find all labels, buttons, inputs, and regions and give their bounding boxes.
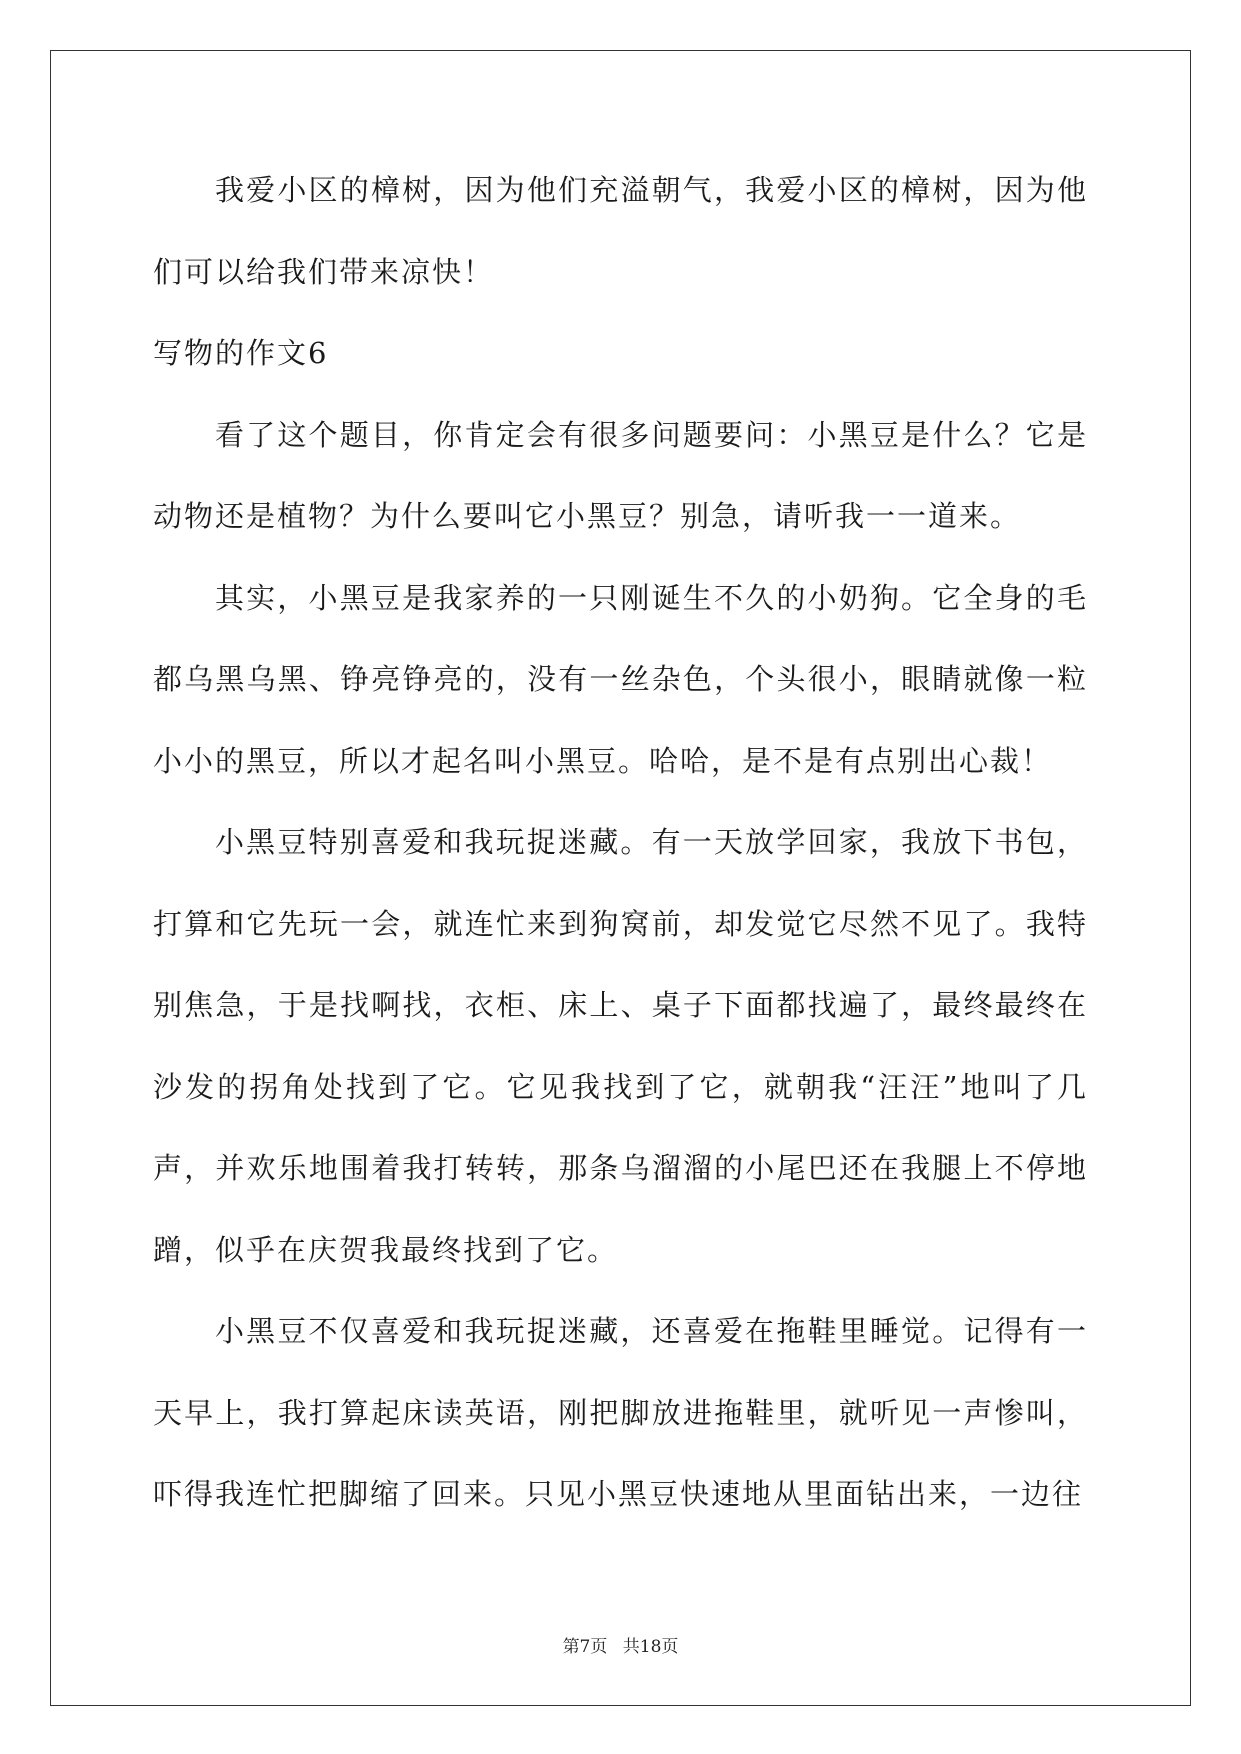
paragraph: 小黑豆不仅喜爱和我玩捉迷藏，还喜爱在拖鞋里睡觉。记得有一天早上，我打算起床读英语，刚把脚放进拖鞋里，就听见一声惨叫，吓得我连忙把脚缩了回来。只见小黑豆快速地从里面钻出来，一边往 [153, 1314, 1088, 1511]
page-number: 第7页 [562, 1637, 608, 1657]
section-title: 写物的作文6 [153, 336, 329, 370]
page-footer [0, 1632, 1241, 1657]
paragraph: 看了这个题目，你肯定会有很多问题要问：小黑豆是什么？它是动物还是植物？为什么要叫它小黑豆？别急，请听我一一道来。 [153, 417, 1088, 533]
paragraph: 其实，小黑豆是我家养的一只刚诞生不久的小奶狗。它全身的毛都乌黑乌黑、铮亮铮亮的，没有一丝杂色，个头很小，眼睛就像一粒小小的黑豆，所以才起名叫小黑豆。哈哈，是不是有点别出心裁！ [153, 580, 1088, 778]
paragraph: 我爱小区的樟树，因为他们充溢朝气，我爱小区的樟树，因为他们可以给我们带来凉快！ [153, 173, 1088, 289]
total-pages: 共18页 [622, 1637, 679, 1657]
document-body [153, 150, 1088, 1536]
paragraph: 小黑豆特别喜爱和我玩捉迷藏。有一天放学回家，我放下书包，打算和它先玩一会，就连忙来到狗窝前，却发觉它尽然不见了。我特别焦急，于是找啊找，衣柜、床上、桌子下面都找遍了，最终最终在沙发的拐角处找到了它。它见我找到了它，就朝我“汪汪”地叫了几声，并欢乐地围着我打转转，那条乌溜溜的小尾巴还在我腿上不停地蹭，似乎在庆贺我最终找到了它。 [153, 825, 1088, 1267]
